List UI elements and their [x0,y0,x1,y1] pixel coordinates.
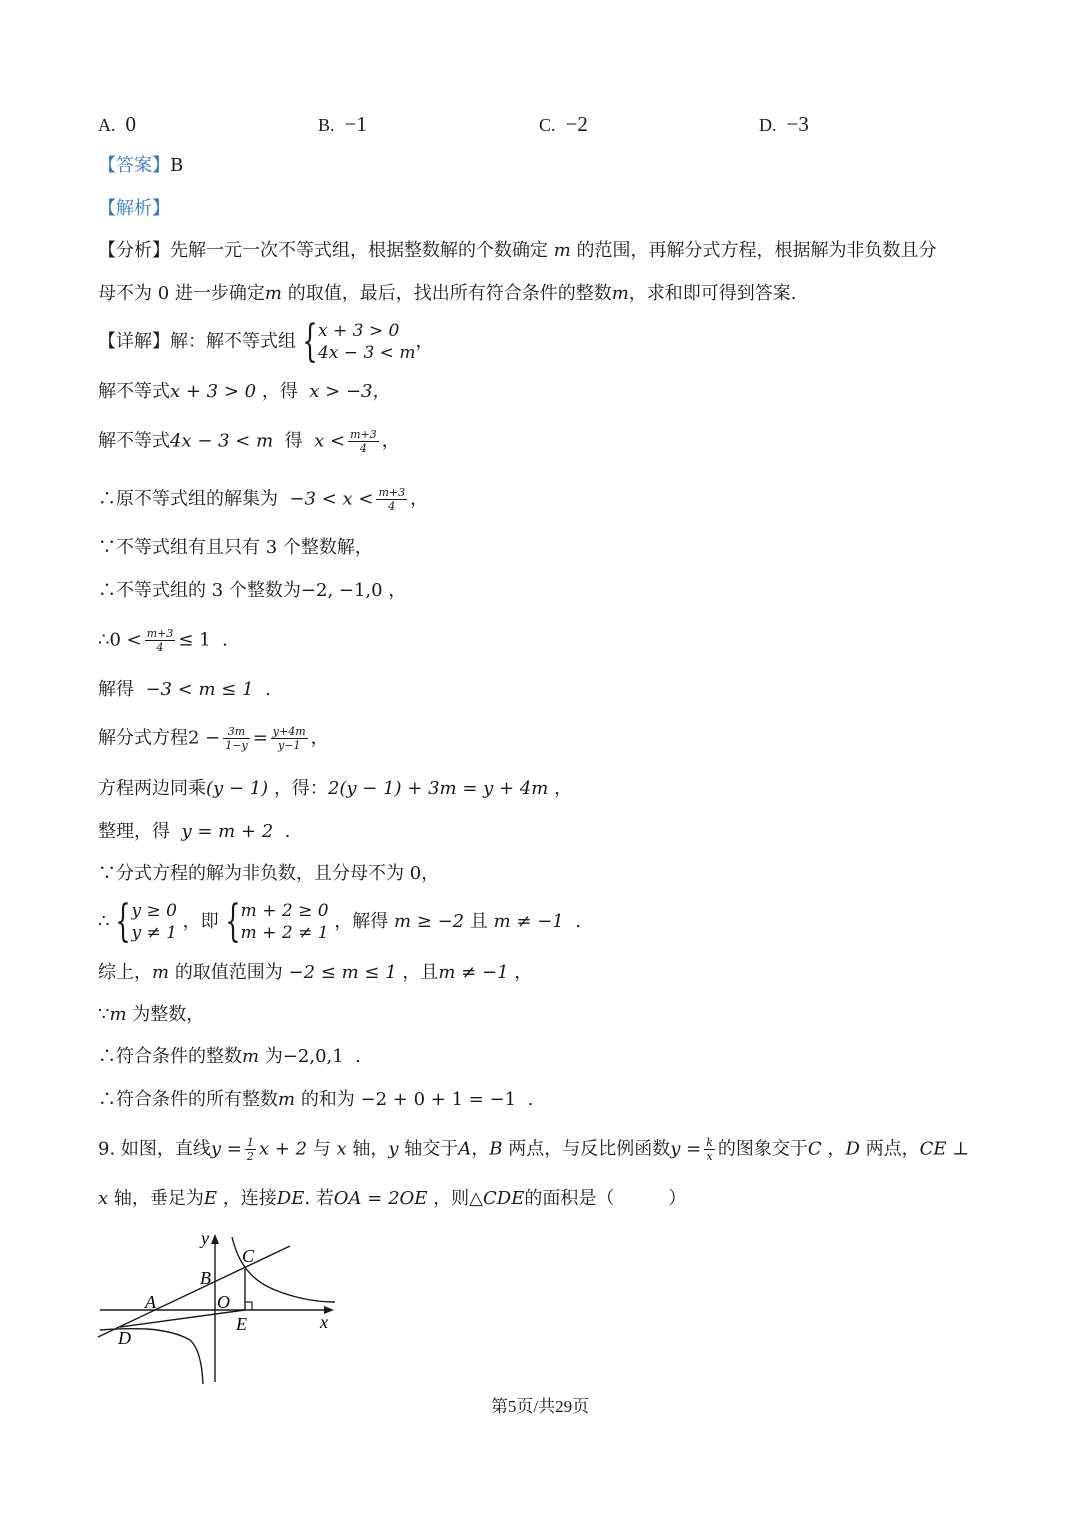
fenxi-text-2c: ，求和即可得到答案. [628,283,797,304]
label-y: y [201,1228,209,1248]
xiangjie-line [98,316,434,367]
q9-text-12: 的面积是（ ） [524,1188,687,1209]
var-x: x [336,1138,347,1160]
fenxi-line-2 [98,282,797,306]
step-2-math: 4x − 3 < m [170,430,274,452]
left-brace-icon: { [302,316,318,367]
comma: ， [827,1138,846,1160]
fraction [376,486,407,513]
label-c: C [242,1246,255,1266]
var-y: y [388,1138,399,1160]
xiangjie-intro: 解：解不等式组 [170,331,296,352]
right-angle-icon [245,1302,252,1310]
period: . [527,1089,534,1110]
analysis-tag: 【解析】 [98,198,170,219]
q9-perp: CE ⊥ [919,1138,970,1160]
period: . [265,679,271,700]
because-symbol: ∵ [98,1004,110,1025]
inequality-system [296,316,416,367]
period: . [575,911,581,932]
fenxi-text-2a: 母不为 0 进一步确定 [98,283,265,304]
segment-de [120,1310,245,1327]
var-m: m [611,283,629,304]
step-3-math: −3 < x < [289,488,374,510]
step-9-mid: ，得： [273,778,328,799]
step-15 [98,1045,361,1069]
fraction [271,725,308,752]
q9-text-6: 的图象交于 [717,1138,808,1160]
q9-figure [90,1222,350,1392]
step-1-text: 解不等式 [98,381,170,402]
step-13 [98,961,532,985]
var-m: m [242,1046,260,1067]
q9-text-8: 轴，垂足为 [113,1188,204,1209]
q9-text-11: ，则 [433,1188,470,1209]
step-15-math: −2,0,1 [282,1046,344,1067]
fraction [348,428,379,455]
system-row-1: m + 2 ≥ 0 [240,901,329,921]
page-footer: 第5页/共29页 [490,1397,590,1416]
fraction-denominator: y−1 [278,739,301,752]
step-13-text: 综上， [98,962,152,983]
option-a-value: 0 [125,112,136,136]
fenxi-text-2b: 的取值，最后，找出所有符合条件的整数 [287,283,612,304]
q9-text-4: 轴交于 [404,1138,459,1160]
comma: ， [381,430,400,452]
q9-text-3: 轴， [352,1138,389,1160]
q9-line-expr: x + 2 [258,1138,308,1160]
step-2 [98,428,400,455]
system-row-1: y ≥ 0 [131,901,177,921]
fraction-numerator: y+4m [272,725,306,738]
segment-de: DE [276,1188,305,1209]
var-m: m [152,962,170,983]
step-6-lhs: ∴0 < [98,629,142,651]
q9-text-1: 9. 如图，直线 [98,1138,211,1160]
step-13-mid-2: ，且 [402,962,439,983]
fenxi-text-1a: 先解一元一次不等式组，根据整数解的个数确定 [170,240,548,261]
fraction-denominator: 4 [156,641,164,654]
fraction-denominator: 4 [359,442,367,455]
label-x: x [320,1312,328,1332]
option-d-value: −3 [786,112,809,136]
step-1-mid: ，得 [261,381,298,402]
step-14 [98,1003,204,1027]
q9-y-eq-2: y = [670,1138,702,1160]
fraction-denominator: 1−y [225,739,248,752]
step-7-math: −3 < m ≤ 1 [145,679,254,700]
question-9-line-2 [98,1187,686,1211]
q9-condition: OA = 2OE [333,1188,428,1209]
step-5-text: ∴不等式组的 3 个整数为 [98,580,301,601]
step-5 [98,579,406,603]
step-9-math-1: (y − 1) [206,778,269,799]
xiangjie-tag: 【详解】 [98,331,170,352]
q9-text-2: 与 [312,1138,331,1160]
fraction [704,1136,715,1163]
option-d-label: D. [759,115,777,135]
step-16-text: ∴符合条件的所有整数 [98,1089,278,1110]
step-5-math: −2, −1,0 [300,580,383,601]
step-10-text: 整理，得 [98,821,170,842]
inequality-system [109,896,177,947]
step-12-mid-2: ，解得 [334,911,389,932]
step-10-math: y = m + 2 [181,821,274,842]
step-9 [98,777,572,801]
system-row-2: 4x − 3 < m [318,343,416,363]
period: . [222,629,228,651]
step-4: ∵不等式组有且只有 3 个整数解， [98,537,373,558]
option-d [759,112,809,137]
fraction-denominator: 4 [388,500,396,513]
step-6 [98,627,228,654]
step-12-math: m ≥ −2 [394,911,465,932]
step-7-text: 解得 [98,679,134,700]
comma: ， [388,580,407,601]
option-b-value: −1 [344,112,367,136]
option-c-value: −2 [565,112,588,136]
step-14-text: 为整数， [132,1004,205,1025]
var-m: m [278,1089,296,1110]
step-8 [98,725,329,752]
step-9-math-2: 2(y − 1) + 3m = y + 4m [327,778,549,799]
var-x: x [98,1188,109,1209]
step-7 [98,678,271,702]
step-16 [98,1088,533,1112]
label-a: A [145,1292,156,1312]
comma: ， [514,962,533,983]
point-e: E [203,1188,218,1209]
fraction-numerator: m+3 [378,486,406,499]
system-row-1: x + 3 > 0 [318,321,400,341]
fenxi-tag: 【分析】 [98,240,170,261]
fraction-numerator: m+3 [146,627,174,640]
question-9-line-1 [98,1136,969,1163]
and-text: 且 [469,911,488,932]
comma: ， [410,488,429,510]
step-3-text: ∴原不等式组的解集为 [98,488,278,510]
system-row-2: m + 2 ≠ 1 [240,923,329,943]
var-m: m [553,240,571,261]
comma: ， [310,727,329,749]
fenxi-text-1b: 的范围，再解分式方程，根据解为非负数且分 [576,240,937,261]
step-13-math-2: m ≠ −1 [438,962,509,983]
point-a: A [458,1138,472,1160]
fraction-denominator: 2 [246,1150,254,1163]
fraction [223,725,249,752]
therefore-symbol: ∴ [98,911,110,932]
comma: ， [554,778,573,799]
y-axis-arrow-icon [211,1234,219,1244]
option-b [318,112,367,137]
option-c-label: C. [539,115,556,135]
period: . [355,1046,361,1067]
step-16-mid: 的和为 [300,1089,355,1110]
q9-text-9: ，连接 [222,1188,277,1209]
linear-function-line [98,1246,290,1337]
inequality-system [219,896,329,947]
label-e: E [236,1314,247,1334]
label-o: O [217,1292,230,1312]
q9-text-10: . 若 [304,1188,334,1209]
system-row-2: y ≠ 1 [131,923,177,943]
step-13-mid: 的取值范围为 [174,962,283,983]
equals: = [252,727,268,749]
fraction [145,627,176,654]
step-8-text: 解分式方程2 − [98,727,221,749]
left-brace-icon: { [224,896,241,947]
fraction-numerator: k [706,1136,713,1149]
period: . [284,821,291,842]
step-2-mid: 得 [284,430,303,452]
hyperbola-branch-2 [100,1329,203,1384]
comma: ， [471,1138,490,1160]
step-1 [98,380,391,404]
step-12-mid: ，即 [182,911,219,932]
point-b: B [489,1138,503,1160]
option-b-label: B. [318,115,335,135]
step-11: ∵分式方程的解为非负数，且分母不为 0， [98,863,440,884]
step-12 [98,896,581,947]
step-9-text: 方程两边同乘 [98,778,206,799]
q9-text-7: 两点， [865,1138,920,1160]
fraction-numerator: m+3 [350,428,377,441]
step-16-math: −2 + 0 + 1 = −1 [360,1089,517,1110]
comma: ， [415,331,434,352]
point-d: D [845,1138,860,1160]
fenxi-line-1 [98,239,937,263]
fraction-numerator: 1 [246,1136,254,1149]
fraction [245,1136,256,1163]
fraction-numerator: 3m [223,725,249,739]
step-6-rhs: ≤ 1 [178,629,211,651]
option-a-label: A. [98,115,116,135]
step-15-text: ∴符合条件的整数 [98,1046,242,1067]
step-2-lhs: x < [314,430,346,452]
step-15-mid: 为 [264,1046,283,1067]
option-c [539,112,588,137]
step-1-math: x + 3 > 0 [170,381,257,402]
point-c: C [807,1138,822,1160]
var-m: m [264,283,282,304]
left-brace-icon: { [115,896,132,947]
step-2-text: 解不等式 [98,430,170,452]
fraction-denominator: x [706,1150,713,1163]
label-b: B [200,1268,211,1288]
q9-text-5: 两点，与反比例函数 [508,1138,671,1160]
q9-y-eq: y = [210,1138,242,1160]
step-3 [98,486,428,513]
answer-value: B [170,155,184,176]
step-13-math: −2 ≤ m ≤ 1 [288,962,397,983]
step-12-math-2: m ≠ −1 [493,911,564,932]
step-1-result: x > −3， [309,381,391,402]
answer-line [98,154,183,178]
step-10 [98,820,290,844]
label-d: D [118,1328,131,1348]
answer-tag: 【答案】 [98,155,170,176]
var-m: m [109,1004,127,1025]
option-a [98,112,136,137]
triangle-cde: △CDE [469,1188,525,1209]
